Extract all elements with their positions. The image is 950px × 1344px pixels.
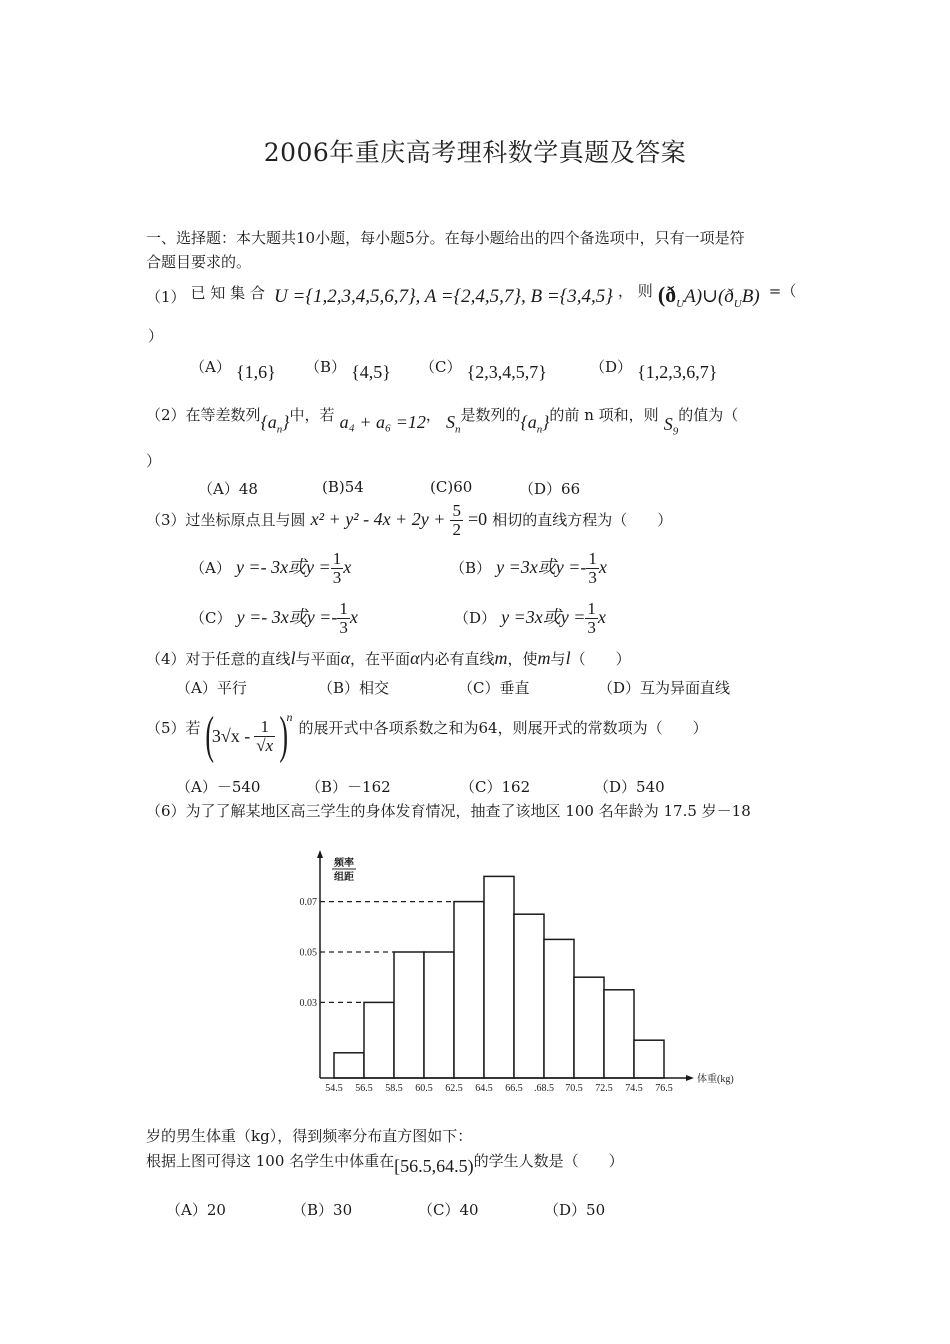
sum-symbol: S [663,414,673,434]
histogram-bar [604,990,634,1078]
histogram-bar [424,952,454,1078]
question-number: （3） [146,511,186,529]
question-number: （1） [146,288,186,306]
option-value: {2,3,4,5,7} [466,362,547,382]
x-tick-label: 58.5 [385,1083,403,1094]
option-value: 162 [501,778,531,796]
option-expr: y =- 3x或y =- [236,607,338,627]
complement-expr-open: (ð [657,282,677,307]
left-paren: ( [204,707,214,764]
question-number: （5） [146,719,186,737]
option-value: 48 [238,480,258,498]
expression-left: 3√x - [211,725,251,746]
question-4 [146,648,631,669]
option-value: 54 [344,478,364,496]
q4-option-b[interactable] [318,677,389,698]
y-axis-label-numerator: 频率 [334,858,354,869]
q5-option-d[interactable] [594,776,665,797]
option-expr: y =3x或y = [501,607,586,627]
option-label: （C） [418,1201,460,1219]
q5-option-a[interactable] [176,776,260,797]
question-stem: 的值为（ [678,406,739,424]
q4-option-d[interactable] [598,677,730,698]
sum-symbol: S [446,412,455,432]
math-sets: U ={1,2,3,4,5,6,7}, A ={2,4,5,7}, B ={3,4,5} [274,286,613,307]
option-value: {1,6} [235,362,276,382]
question-number: （6） [146,802,186,820]
complement-expr-a: A)∪(ð [684,286,734,307]
fraction-denominator: 3 [332,568,342,587]
question-stem: ，在平面 [350,650,411,668]
fraction-denominator: √x [256,735,274,755]
option-label: （D） [454,609,497,627]
option-value: 540 [636,778,665,796]
circle-equation: x² + y² - 4x + 2y + [310,509,446,529]
q3-option-a[interactable] [190,550,351,587]
option-label: （C） [458,679,500,697]
histogram-chart [290,845,750,1100]
fraction-denominator: 3 [587,618,596,637]
answer-paren-close: ） [146,452,162,470]
x-tick-label: 72.5 [595,1083,613,1094]
equation-rhs: =0 [468,509,488,529]
sequence-notation: {a [520,412,537,432]
question-stem: 对于任意的直线 [185,650,291,668]
q6-option-c[interactable] [418,1199,479,1220]
question-stem: 在等差数列 [185,406,261,424]
q4-option-a[interactable] [176,677,247,698]
option-value: {1,2,3,6,7} [637,362,718,382]
line-m: m [537,648,551,668]
question-stem: ，使 [507,650,538,668]
question-stem: 根据上图可得这 100 名学生中体重在 [146,1152,395,1170]
binomial-expression [201,707,293,764]
x-tick-label: 56.5 [355,1083,373,1094]
fraction-numerator: 5 [452,501,461,520]
question-3 [146,502,672,539]
histogram-bar [514,914,544,1078]
question-6-cont: 岁的男生体重（kg），得到频率分布直方图如下： [146,1127,473,1145]
document-title: 2006年重庆高考理科数学真题及答案 [263,138,687,167]
option-expr-rhs: x [597,607,606,627]
x-axis-arrow-icon [686,1075,694,1081]
x-axis-label: 体重(kg) [697,1074,734,1085]
question-6 [146,801,751,821]
question-stem: （ ） [570,650,631,668]
q4-option-c[interactable] [458,677,530,698]
fraction-denominator: 2 [452,520,461,539]
y-tick-label: 0.07 [299,897,317,909]
q6-option-b[interactable] [292,1199,352,1220]
q2-option-a[interactable] [198,478,258,499]
histogram-bar [394,952,424,1078]
x-tick-label: 70.5 [565,1083,583,1094]
histogram-bar [364,1002,394,1078]
sequence-close: } [282,412,290,432]
fraction-numerator: 1 [339,599,348,618]
subscript-u: U [733,297,742,310]
section-heading-cont: 合题目要求的。 [146,253,252,271]
option-value: 40 [459,1201,479,1219]
subscript: n [276,423,283,436]
q1-option-b[interactable] [305,356,391,382]
histogram-bar [634,1040,664,1078]
fraction-numerator: 1 [332,549,342,568]
section-heading: 一、选择题：本大题共10小题，每小题5分。在每小题给出的四个备选项中，只有一项是符 [146,229,745,247]
sequence-close: } [542,412,550,432]
interval: [56.5,64.5) [394,1156,474,1176]
option-value: －162 [347,778,391,796]
option-label: （B） [305,358,347,376]
condition-expr: a₄ + a₆ =12 [339,412,426,432]
x-tick-label: 60.5 [415,1083,433,1094]
question-stem: 中，若 [289,406,335,424]
option-expr-rhs: x [598,557,607,577]
option-value: 60 [453,478,473,496]
x-tick-label: 54.5 [325,1083,343,1094]
option-label: （A） [166,1201,207,1219]
option-value: 垂直 [499,679,530,697]
line-m: m [494,648,508,668]
option-label: （A） [198,480,239,498]
question-stem: 过坐标原点且与圆 [185,511,306,529]
question-stem: 的前 n 项和，则 [549,406,659,424]
histogram-bar [334,1053,364,1078]
y-axis-label-denominator: 组距 [334,872,354,883]
option-label: （B） [450,559,492,577]
q1-option-c[interactable] [420,356,547,382]
y-tick-label: 0.05 [299,947,317,959]
option-value: 20 [206,1201,226,1219]
subscript-u: U [676,297,685,310]
question-stem: 与平面 [295,650,341,668]
option-value: {4,5} [351,362,391,382]
plane-alpha: α [410,648,420,668]
histogram-bar [454,902,484,1078]
option-value: 66 [561,480,581,498]
q2-option-c[interactable] [430,478,472,496]
option-value: 平行 [216,679,247,697]
x-tick-label: 76.5 [655,1083,673,1094]
q2-option-b[interactable] [322,478,364,496]
question-1 [146,282,796,310]
fraction-denominator: 3 [588,568,597,587]
x-tick-label: 74.5 [625,1083,643,1094]
question-6-ask [146,1150,624,1176]
q3-option-c[interactable] [190,600,358,637]
option-expr-rhs: x [343,557,352,577]
question-2 [146,404,739,438]
x-tick-label: 64.5 [475,1083,493,1094]
plane-alpha: α [340,648,351,668]
q3-option-b[interactable] [450,550,607,587]
fraction-denominator: 3 [339,618,348,637]
x-tick-label: 66.5 [505,1083,523,1094]
option-label: （A） [190,358,231,376]
question-stem: 内必有直线 [419,650,495,668]
option-value: 30 [333,1201,353,1219]
question-stem-mid: ， 则 [617,282,653,300]
option-label: (B) [322,478,345,496]
question-stem: 为了了解某地区高三学生的身体发育情况，抽查了该地区 100 名年龄为 17.5 岁－18 [185,802,751,820]
option-value: －540 [216,778,261,796]
question-stem: 相切的直线方程为（ ） [492,511,673,529]
histogram-bar [484,876,514,1078]
option-label: （A） [176,778,217,796]
question-stem: ， [425,406,441,424]
answer-paren-open: =（ [768,282,797,300]
q5-option-c[interactable] [460,776,530,797]
sequence-notation: {a [260,412,277,432]
option-label: （A） [176,679,217,697]
question-stem: 的展开式中各项系数之和为64，则展开式的常数项为（ ） [298,719,708,737]
question-number: （2） [146,406,186,424]
option-label: （B） [306,778,348,796]
complement-expr-b: B) [741,286,760,307]
y-tick-label: 0.03 [299,997,317,1009]
option-label: （B） [318,679,360,697]
option-label: （D） [544,1201,587,1219]
option-expr: y =3x或y =- [496,557,587,577]
option-label: （B） [292,1201,334,1219]
q6-option-d[interactable] [544,1199,605,1220]
option-label: （D） [590,358,633,376]
option-value: 互为异面直线 [640,679,731,697]
q1-option-a[interactable] [190,356,276,382]
fraction-numerator: 1 [254,718,275,737]
option-label: （D） [519,480,562,498]
option-label: (C) [430,478,454,496]
option-expr: y =- 3x或y = [235,557,331,577]
histogram-bar [544,939,574,1078]
option-label: （C） [190,609,232,627]
q2-option-d[interactable] [519,478,580,499]
question-stem: 若 [185,719,201,737]
option-label: （A） [190,559,231,577]
fraction-numerator: 1 [587,599,596,618]
option-expr-rhs: x [349,607,358,627]
option-label: （D） [598,679,641,697]
question-stem: 与 [550,650,566,668]
question-number: （4） [146,650,186,668]
subscript: n [455,423,461,436]
x-tick-label: 62.5 [445,1083,463,1094]
question-stem: 已 知 集 合 [190,284,265,302]
line-l: l [565,648,571,668]
q3-option-d[interactable] [454,600,606,637]
answer-paren-close: ） [148,327,164,345]
x-tick-label: .68.5 [534,1083,554,1094]
fraction-numerator: 1 [588,549,597,568]
exponent: n [286,710,293,724]
histogram-bar [574,977,604,1078]
option-value: 50 [586,1201,606,1219]
option-label: （C） [460,778,502,796]
option-label: （C） [420,358,462,376]
subscript: n [536,423,543,436]
q1-option-d[interactable] [590,356,718,382]
question-stem: 是数列的 [460,406,521,424]
q5-option-b[interactable] [306,776,391,797]
right-paren: ) [279,707,289,764]
y-axis-arrow-icon [317,850,323,858]
question-stem: 的学生人数是（ ） [473,1152,624,1170]
q6-option-a[interactable] [166,1199,226,1220]
option-label: （D） [594,778,637,796]
option-value: 相交 [359,679,390,697]
line-l: l [290,648,296,668]
question-5 [146,708,708,764]
subscript: 9 [672,425,679,438]
